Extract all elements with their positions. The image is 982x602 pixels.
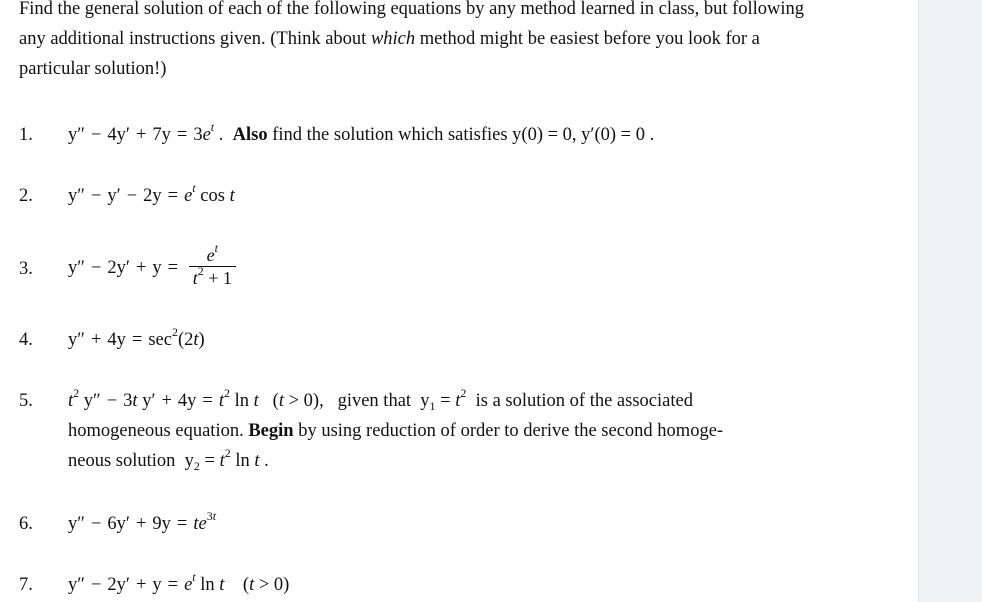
problem-5-line-3: neous solution $y_2 = t^2$ ln t . (68, 446, 269, 473)
problem-5-begin: Begin (248, 421, 294, 441)
problem-4-number: 4. (19, 330, 33, 350)
instructions-emphasis: which (370, 29, 416, 49)
problem-5-equation: $t^2$ y″ − 3t $y' + 4y = t^2$ ln t (t > 0), given that $y_1 = t^2$ is a solution of the associated (68, 386, 693, 413)
instructions-text-1: Find the general solution of each of the following equations by any method learned in class, but following any additional instructions given. (Think about (19, 0, 805, 49)
problem-3-equation: y″ − 2y′ + y = $\frac{e^t}{t^2 + 1}$ (68, 246, 236, 291)
instructions-paragraph (19, 0, 819, 84)
problem-5-line-2-post: by using reduction of order to derive the second homoge- (298, 421, 724, 441)
problem-2-equation: $y'' - y' - 2y = e^t$ cos t (68, 181, 235, 206)
problem-5-line-2 (68, 421, 723, 442)
problem-2-number: 2. (19, 186, 33, 206)
problem-1-instruction: find the solution which satisfies y(0) = 0, y′(0) = 0 . (272, 125, 655, 145)
problem-5-number: 5. (19, 391, 33, 411)
problem-6-equation: $y'' - 6y' + 9y = te^{3t}$ (68, 509, 217, 534)
instructions-text-2: method might be easiest before you look for a particular solution!) (19, 29, 760, 79)
problem-7-equation: $y'' - 2y' + y = e^t$ ln t (t > 0) (68, 570, 290, 595)
problem-7-number: 7. (19, 575, 33, 595)
problem-3-number: 3. (19, 259, 33, 279)
problem-3-fraction: $\frac{e^t}{t^2 + 1}$ (189, 244, 236, 289)
problem-5-line-3-text: neous solution (68, 451, 176, 471)
problem-5-rest: is a solution of the associated (475, 391, 693, 411)
problem-5-given: given that (337, 391, 412, 411)
problem-5-line-2-pre: homogeneous equation. (68, 421, 244, 441)
problem-1-also: Also (232, 125, 268, 145)
problem-1-number: 1. (19, 125, 33, 145)
problem-1-equation: $y'' - 4y' + 7y = 3e^t$ . Also find the solution which satisfies y(0) = 0, y′(0) = 0 . (68, 120, 655, 145)
problem-4-equation: $y'' + 4y = \sec^2(2t)$ (68, 325, 205, 350)
problem-6-number: 6. (19, 514, 33, 534)
right-panel (918, 0, 982, 602)
